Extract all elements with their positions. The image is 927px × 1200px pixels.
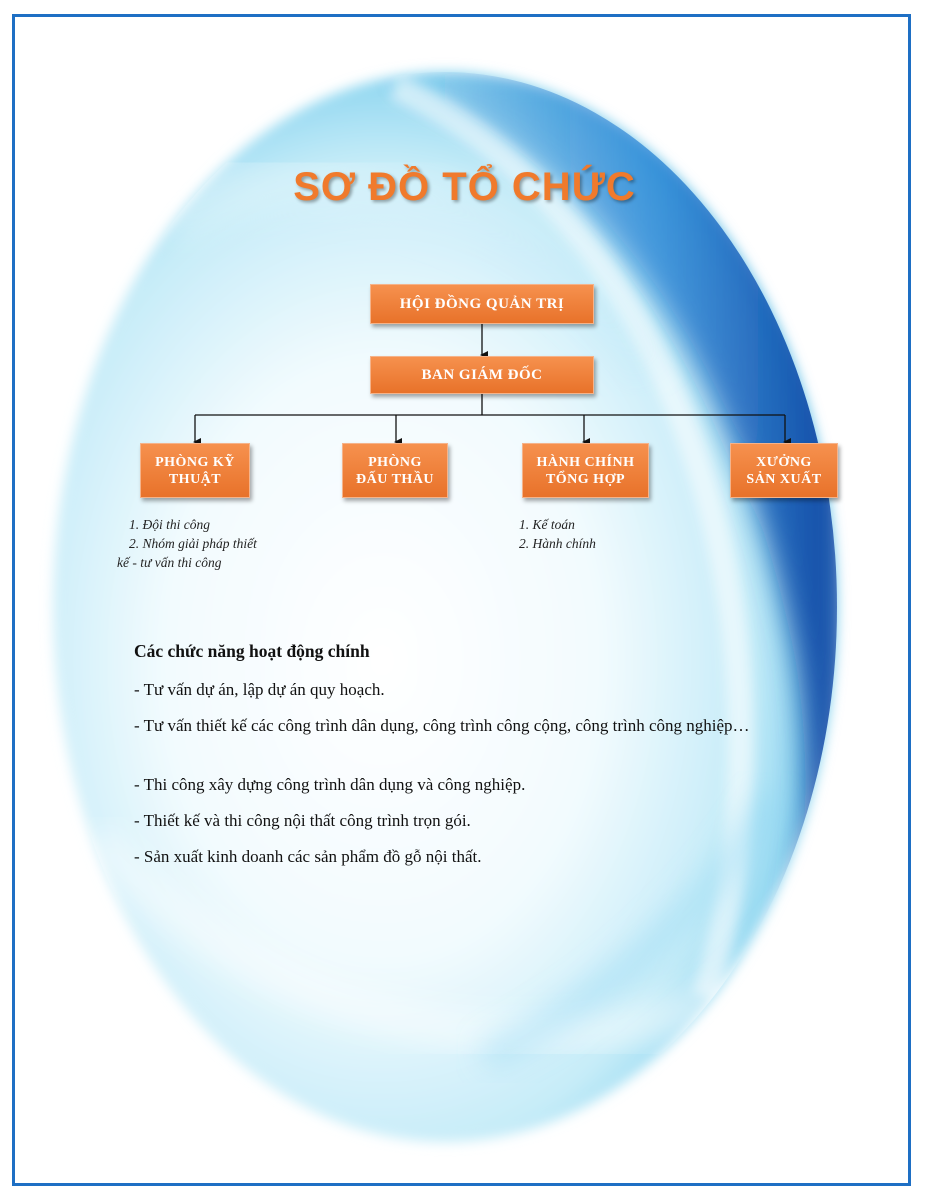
dept-bidding-label: PHÒNG ĐẤU THẦU	[355, 454, 435, 487]
dept-technical-box[interactable]	[140, 443, 250, 498]
function-item: - Tư vấn dự án, lập dự án quy hoạch.	[134, 680, 385, 699]
dept-admin-label: HÀNH CHÍNH TỔNG HỢP	[536, 454, 635, 487]
page-title: SƠ ĐỒ TỔ CHỨC	[293, 165, 636, 209]
board-box[interactable]	[370, 284, 594, 324]
dept-admin-box[interactable]	[522, 443, 649, 498]
page-frame	[12, 14, 911, 1186]
subunit-item: 1. Kế toán	[519, 517, 575, 532]
dept-technical-label: PHÒNG KỸ THUẬT	[155, 454, 235, 487]
dept-workshop-label: XƯỞNG SẢN XUẤT	[746, 454, 822, 487]
function-item: - Thi công xây dựng công trình dân dụng và công nghiệp.	[134, 775, 526, 794]
subunit-item: kế - tư vấn thi công	[117, 555, 222, 570]
function-item: - Sản xuất kinh doanh các sản phẩm đồ gỗ nội thất.	[134, 847, 482, 866]
directors-box[interactable]	[370, 356, 594, 394]
functions-heading: Các chức năng hoạt động chính	[134, 641, 370, 661]
dept-bidding-box[interactable]	[342, 443, 448, 498]
function-item: - Thiết kế và thi công nội thất công trình trọn gói.	[134, 811, 471, 830]
subunit-item: 2. Hành chính	[519, 536, 596, 551]
admin-subunits	[519, 515, 596, 553]
function-item: - Tư vấn thiết kế các công trình dân dụng, công trình công cộng, công trình công nghiệp…	[134, 716, 750, 735]
org-connectors	[15, 17, 911, 1186]
board-label: HỘI ĐỒNG QUẢN TRỊ	[399, 295, 565, 312]
subunit-item: 2. Nhóm giải pháp thiết	[129, 536, 257, 551]
technical-subunits	[117, 515, 257, 572]
dept-workshop-box[interactable]	[730, 443, 838, 498]
directors-label: BAN GIÁM ĐỐC	[421, 366, 543, 383]
subunit-item: 1. Đội thi công	[129, 517, 210, 532]
